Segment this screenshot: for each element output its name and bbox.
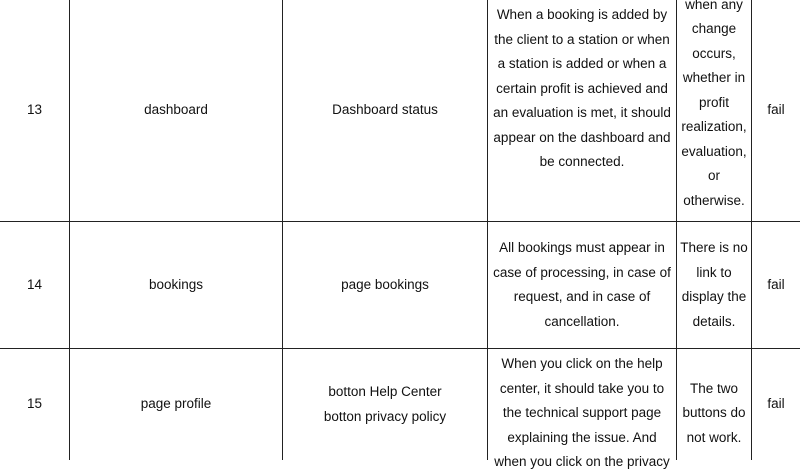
module-cell — [70, 349, 282, 460]
test-id-cell — [0, 0, 69, 221]
expected-result: All bookings must appear in case of processing, in case of request, and in case of cancellation. — [493, 240, 671, 329]
result-status: fail — [767, 102, 785, 118]
test-id: 15 — [26, 396, 43, 412]
module-cell — [70, 0, 282, 221]
result-status: fail — [767, 396, 785, 412]
actual-result-cell — [677, 222, 751, 348]
actual-result: when any change occurs, whether in profit realization, evaluation, or otherwise. — [681, 0, 747, 208]
result-cell — [752, 349, 800, 460]
test-id: 13 — [26, 102, 43, 118]
expected-result-cell — [488, 0, 676, 221]
expected-result-cell — [488, 349, 676, 469]
feature-cell — [283, 222, 487, 348]
actual-result-cell — [677, 349, 751, 460]
test-id-cell — [0, 349, 69, 460]
module-cell — [70, 222, 282, 348]
feature-cell — [283, 349, 487, 460]
module-name: page profile — [140, 396, 212, 412]
feature-line: botton privacy policy — [323, 408, 447, 424]
feature-line: botton Help Center — [328, 384, 442, 399]
expected-result-cell — [488, 222, 676, 348]
feature-cell — [283, 0, 487, 221]
module-name: dashboard — [144, 102, 208, 118]
result-cell — [752, 222, 800, 348]
feature-name: Dashboard status — [332, 102, 438, 118]
expected-result: When you click on the help center, it should take you to the technical support page explaining the issue. And when you click on the privacy — [494, 356, 670, 469]
actual-result-cell — [677, 0, 751, 221]
actual-result: There is no link to display the details. — [680, 240, 748, 329]
result-cell — [752, 0, 800, 221]
expected-result: When a booking is added by the client to a station or when a station is added or when a certain profit is achieved and an evaluation is met, it should appear on the dashboard and be connected. — [493, 7, 671, 169]
module-name: bookings — [148, 276, 204, 292]
result-status: fail — [767, 276, 785, 292]
test-id-cell — [0, 222, 69, 348]
feature-name: page bookings — [341, 276, 429, 292]
actual-result: The two buttons do not work. — [682, 380, 746, 445]
test-id: 14 — [26, 276, 43, 292]
